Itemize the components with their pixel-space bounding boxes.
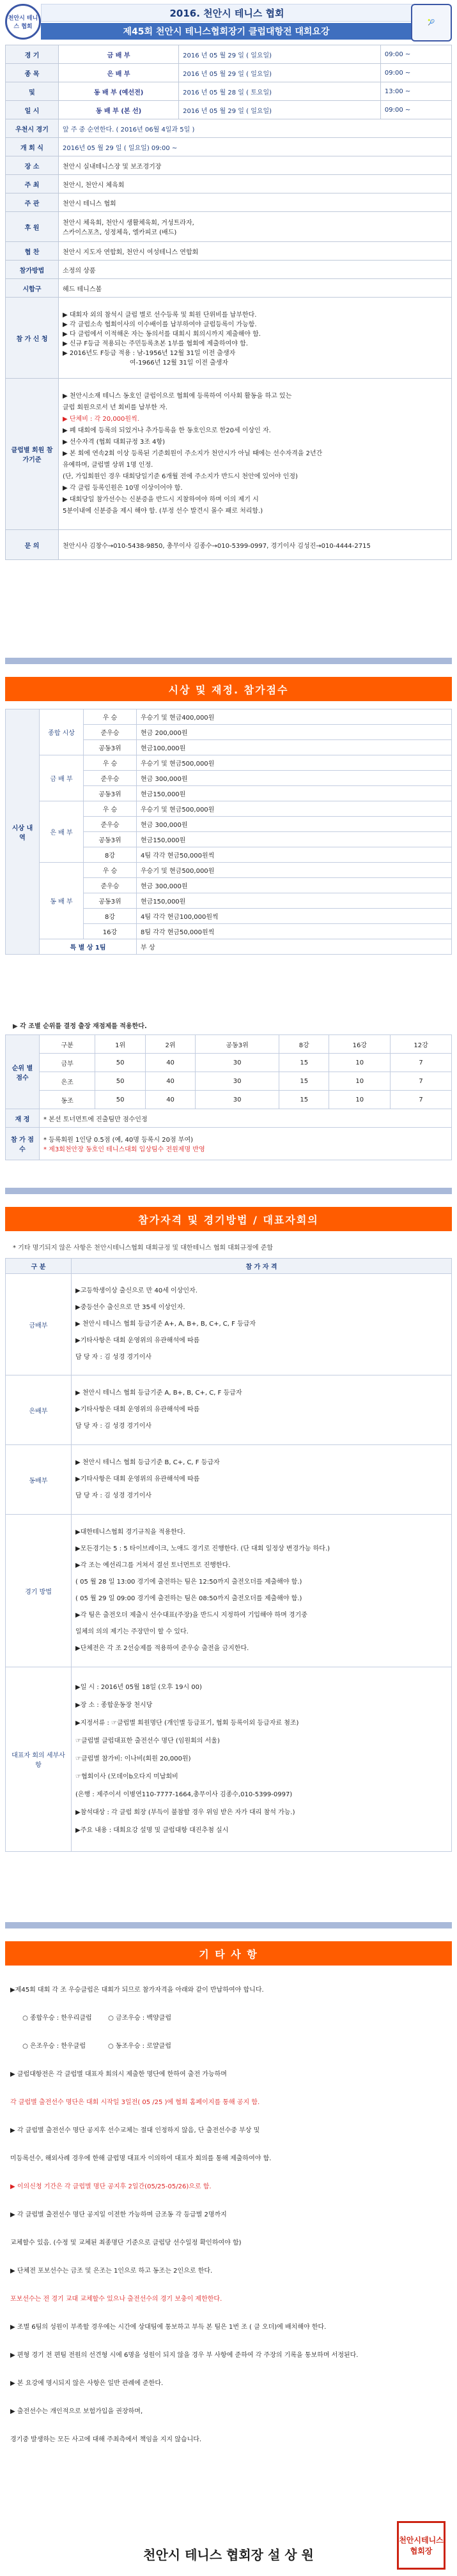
tennis-logo-icon: 🎾: [411, 4, 452, 42]
footer-signer: 천안시 테니스 협회장 설 상 원: [143, 2547, 314, 2563]
divider: [5, 1922, 452, 1928]
info-table: 경 기 금 배 부 2016 년 05 월 29 일 ( 일요일) 09:00 ~ 종 목 은 배 부 2016 년 05 월 29 일 ( 일요일) 09:00 ~ 및 동 배 부 (예선전) 2016 년 05 월 28 일 ( 토요일) 13:00 ~ 일 시 동 배 부 (본 선) 2016 년 05 월 29 일 ( 일요일) 09:00 ~ 우천시 경기 앞 주 중 순연한다. ( 2016년 06월 4일과 5일 ) 개 회 식 2016년 05 월 29 일 ( 일요일) 09:00 ~ 장 소 천안시 실내테니스장 및 보조경기장 주 최 천안시, 천안시 체육회 주 관 천안시 테니스 협회 후 원 천안시 체육회, 천안시 생활체육회, 거성트라자, 스카이스포츠, 성정체육, 엘카피코 (배드) 협 찬 천안시 지도자 연합회, 천안시 여성테니스 연합회 참가방법 소정의 상품 시합구 헤드 테니스볼 참 가 신 청 ▶ 대회자 외의 참석시 클럽 별로 선수등록 및 회원 단위비를 납부한다. ▶ 각 클럽소속 협회이사의 이수배이를 납부하여야 클럽등록이 가능함. ▶ 다 클럽에서 이적해온 자는 동의서를 대회시 회의시까지 제출해야 함. ▶ 신규 F등급 적용되는 주민등록초본 1부를 협회에 제출하여야 함. ▶ 2016년도 F등급 적용 : 남-1956년 12월 31일 이전 출생자 여-1966년 12월 31일 이전 출생자 클럽별 회원 참가기준 ▶ 천안시소재 테니스 동호인 클럽이으로 협회에 등록하여 이사회 활동을 하고 있는 클럽 회원으로서 년 회비를 납부한 자. ▶ 단체비 : 각 20,000원씩. ▶ 폐 대회에 등록의 되었거나 추가등록을 한 동호인으로 한20세 이상인 자. ▶ 선수자격 (협회 대회규정 3조 4항) ▶ 본 회에 연속2회 이상 등록된 기준회원이 주소지가 천안시가 아닐 때에는 선수자격을 2년간 유예하며, 클럽별 상위 1명 인정. (단, 가입회원인 경우 대회당일기준 6개월 전에 주소지가 반드시 천안에 있어야 인정) ▶ 각 클럽 등록인원은 10명 이상이어야 함. ▶ 대회당일 참가선수는 신분증을 반드시 지참하여야 하며 이의 제기 시 5분이내에 신분증을 제시 해야 함. (부정 선수 발견시 몰수 패로 처리함.) 문 의 천안시사 김창수→010-5438-9850, 총무이사 김종수→010-5399-0997, 경기이사 김성진→010-4444-2715: [5, 45, 452, 560]
official-stamp-icon: 천안시테니스협회장: [397, 2521, 445, 2570]
prize-table: 시상 내역 종합 시상 우 승 우승기 및 현금400,000원 준우승 현금 200,000원 공동3위 현금100,000원 금 배 부 우 승 우승기 및 현금500,000원 준우승 현금 300,000원 공동3위 현금150,000원 은 배 부 우 승 우승기 및 현금500,000원 준우승 현금 300,000원 공동3위 현금150,000원 8강 4팀 각각 현금50,000원씩 동 배 부 우 승 우승기 및 현금500,000원 준우승 현금 300,000원 공동3위 현금150,000원 8강 4팀 각각 현금100,000원씩 16강 8팀 각각 현금50,000원씩 특 별 상 1팀 부 상: [5, 709, 452, 955]
qual-table: 구 분 참 가 자 격 금배부 ▶고등학생이상 출신으로 만 40세 이상인자. ▶중등선수 출신으로 만 35세 이상인자. ▶ 천안시 테니스 협회 등급기준 A+, A, B+, B, C+, C, F 등급자 ▶기타사항은 대회 운영위의 유관해석에 따름 담 당 자 : 김 성경 경기이사 은배부 ▶ 천안시 테니스 협회 등급기준 A, B+, B, C+, C, F 등급자 ▶기타사항은 대회 운영위의 유관해석에 따름 담 당 자 : 김 성경 경기이사 동배부 ▶ 천안시 테니스 협회 등급기준 B, C+, C, F 등급자 ▶기타사항은 대회 운영위의 유관해석에 따름 담 당 자 : 김 성경 경기이사 경기 방법 ▶대한테니스협회 경기규칙을 적용한다. ▶모든경기는 5 : 5 타이브레이크, 노애드 경기로 진행한다. (단 대회 일정상 변경가능 하다.) ▶각 조는 예선리그를 거쳐서 결선 토너먼트로 진행한다. ( 05 월 28 일 13:00 경기에 출전하는 팀은 12:50까지 출전오더를 제출해야 함.) ( 05 월 29 일 09:00 경기에 출전하는 팀은 08:50까지 출전오더를 제출해야 함.) ▶각 팀은 출전오더 제출시 선수대표(주장)을 반드시 지정하여 기입해야 하며 경기중 일체의 의의 제기는 주장만이 할 수 있다. ▶단체전은 각 조 2선승제를 적용하여 준우승 출전을 금지한다. 대표자 회의 세부사항 ▶일 시 : 2016년 05월 18일 (오후 19시 00) ▶장 소 : 종합운동장 천시당 ▶지정서류 : ☞클럽별 회원명단 (개인별 등급표기, 협회 등록이외 등급자료 첨조) ☞클럽별 클럽대표한 출전선수 명단 (임원회의 서울) ☞클럽별 참가비: 이나비(회원 20,000원) ☞협회이사 (모데이b오다지 미납회비 (은행 : 제주이서 이병연110-7777-1664,총무이사 김종수,010-5399-0997) ▶참석대상 : 각 클럽 회장 (부득이 불참할 경우 위임 받은 자가 대리 참석 가능.) ▶주요 내용 : 대회요강 설명 및 클럽대항 대진추첨 실시: [5, 1258, 452, 1852]
section-qual-title: 참가자격 및 경기방법 / 대표자회의: [5, 1207, 452, 1231]
score-table: 순위 별 점수 구분 1위 2위 공동3위 8강 16강 12강 금부 50 40 30 15 10 7 은조 50 40 30 15 10 7 동조 50 40 30 15 10 7 재 정 * 본선 토너먼트에 진출팀만 점수인정 참 가 점 수 * 등록회원 1인당 0.5점 (예, 40명 등록시 20점 부여) * 제3회천안장 동호인 테니스대회 입상팀수 전원제명 반영: [5, 1034, 452, 1160]
section-prize-title: 시상 및 재정. 참가점수: [5, 677, 452, 701]
association-seal-icon: 천안시 테니스 협회: [5, 4, 41, 40]
page-title: 제45회 천안시 테니스협회장기 클럽대항전 대회요강: [41, 23, 412, 40]
section-etc-title: 기 타 사 항: [5, 1941, 452, 1966]
divider: [5, 1188, 452, 1194]
divider: [5, 658, 452, 664]
page: 천안시 테니스 협회 2016. 천안시 테니스 협회 제45회 천안시 테니스협회장기 클럽대항전 대회요강 🎾 경 기 금 배 부 2016 년 05 월 29 일 ( 일요일) 09:00 ~ 종 목 은 배 부 2016 년 05 월 29 일 ( 일요일) 09:00 ~ 및 동 배 부 (예선전) 2016 년 05 월 28 일 ( 토요일) 13:00 ~ 일 시 동 배 부 (본 선) 2016 년 05 월 29 일 ( 일요일) 09:00 ~ 우천시 경기 앞 주 중 순연한다. ( 2016년 06월 4일과 5일 ) 개 회 식 2016년 05 월 29 일 ( 일요일) 09:00 ~ 장 소 천안시 실내테니스장 및 보조경기장 주 최 천안시, 천안시 체육회 주 관 천안시 테니스 협회 후 원 천안시 체육회, 천안시 생활체육회, 거성트라자, 스카이스포츠, 성정체육, 엘카피코 (배드) 협 찬 천안시 지도자 연합회, 천안시 여성테니스 연합회 참가방법 소정의 상품 시합구 헤드 테니스볼 참 가 신 청 ▶ 대회자 외의 참석시 클럽 별로 선수등록 및 회원 단위비를 납부한다. ▶ 각 클럽소속 협회이사의 이수배이를 납부하여야 클럽등록이 가능함. ▶ 다 클럽에서 이적해온 자는 동의서를 대회시 회의시까지 제출해야 함. ▶ 신규 F등급 적용되는 주민등록초본 1부를 협회에 제출하여야 함. ▶ 2016년도 F등급 적용 : 남-1956년 12월 31일 이전 출생자 여-1966년 12월 31일 이전 출생자 클럽별 회원 참가기준 ▶ 천안시소재 테니스 동호인 클럽이으로 협회에 등록하여 이사회 활동을 하고 있는 클럽 회원으로서 년 회비를 납부한 자. ▶ 단체비 : 각 20,000원씩. ▶ 폐 대회에 등록의 되었거나 추가등록을 한 동호인으로 한20세 이상인 자. ▶ 선수자격 (협회 대회규정 3조 4항) ▶ 본 회에 연속2회 이상 등록된 기준회원이 주소지가 천안시가 아닐 때에는 선수자격을 2년간 유예하며, 클럽별 상위 1명 인정. (단, 가입회원인 경우 대회당일기준 6개월 전에 주소지가 반드시 천안에 있어야 인정) ▶ 각 클럽 등록인원은 10명 이상이어야 함. ▶ 대회당일 참가선수는 신분증을 반드시 지참하여야 하며 이의 제기 시 5분이내에 신분증을 제시 해야 함. (부정 선수 발견시 몰수 패로 처리함.) 문 의 천안시사 김창수→010-5438-9850, 총무이사 김종수→010-5399-0997, 경기이사 김성진→010-4444-2715 시상 및 재정. 참가점수 시상 내역 종합 시상 우 승 우승기 및 현금400,000원 준우승 현금 200,000원 공동3위 현금100,000원 금 배 부 우 승 우승기 및 현금500,000원 준우승 현금 300,000원 공동3위 현금150,000원 은 배 부 우 승 우승기 및 현금500,000원 준우승 현금 300,000원 공동3위 현금150,000원 8강 4팀 각각 현금50,000원씩 동 배 부 우 승 우승기 및 현금500,000원 준우승 현금 300,000원 공동3위 현금150,000원 8강 4팀 각각 현금100,000원씩 16강 8팀 각각 현금50,000원씩 특 별 상 1팀 부 상 ▶ 각 조별 순위를 결정 출장 재점제를 적용한다. 순위 별 점수 구분 1위 2위 공동3위 8강 16강 12강 금부 50 40 30 15 10 7 은조 50 40 30 15 10 7 동조 50 40 30 15 10 7 재 정 * 본선 토너먼트에 진출팀만 점수인정 참 가 점 수 * 등록회원 1인당 0.5점 (예, 40명 등록시 20점 부여) * 제3회천안장 동호인 테니스대회 입상팀수 전원제명 반영 참가자격 및 경기방법 / 대표자회의 * 기타 명기되지 않은 사항은 천안시테니스협회 대회규정 및 대한테니스 협회 대회규정에 준함 구 분 참 가 자 격 금배부 ▶고등학생이상 출신으로 만 40세 이상인자. ▶중등선수 출신으로 만 35세 이상인자. ▶ 천안시 테니스 협회 등급기준 A+, A, B+, B, C+, C, F 등급자 ▶기타사항은 대회 운영위의 유관해석에 따름 담 당 자 : 김 성경 경기이사 은배부 ▶ 천안시 테니스 협회 등급기준 A, B+, B, C+, C, F 등급자 ▶기타사항은 대회 운영위의 유관해석에 따름 담 당 자 : 김 성경 경기이사 동배부 ▶ 천안시 테니스 협회 등급기준 B, C+, C, F 등급자 ▶기타사항은 대회 운영위의 유관해석에 따름 담 당 자 : 김 성경 경기이사 경기 방법 ▶대한테니스협회 경기규칙을 적용한다. ▶모든경기는 5 : 5 타이브레이크, 노애드 경기로 진행한다. (단 대회 일정상 변경가능 하다.) ▶각 조는 예선리그를 거쳐서 결선 토너먼트로 진행한다. ( 05 월 28 일 13:00 경기에 출전하는 팀은 12:50까지 출전오더를 제출해야 함.) ( 05 월 29 일 09:00 경기에 출전하는 팀은 08:50까지 출전오더를 제출해야 함.) ▶각 팀은 출전오더 제출시 선수대표(주장)을 반드시 지정하여 기입해야 하며 경기중 일체의 의의 제기는 주장만이 할 수 있다. ▶단체전은 각 조 2선승제를 적용하여 준우승 출전을 금지한다. 대표자 회의 세부사항 ▶일 시 : 2016년 05월 18일 (오후 19시 00) ▶장 소 : 종합운동장 천시당 ▶지정서류 : ☞클럽별 회원명단 (개인별 등급표기, 협회 등록이외 등급자료 첨조) ☞클럽별 클럽대표한 출전선수 명단 (임원회의 서울) ☞클럽별 참가비: 이나비(회원 20,000원) ☞협회이사 (모데이b오다지 미납회비 (은행 : 제주이서 이병연110-7777-1664,총무이사 김종수,010-5399-0997) ▶참석대상 : 각 클럽 회장 (부득이 불참할 경우 위임 받은 자가 대리 참석 가능.) ▶주요 내용 : 대회요강 설명 및 클럽대항 대진추첨 실시 기 타 사 항 ▶제45회 대회 각 조 우승클럽은 대회가 되므로 참가자격을 아래와 같이 반납하여야 합니다. ○ 종합우승 : 한우리클럽 ○ 금조우승 : 백양클럽 ○ 은조우승 : 한우클럽 ○ 동조우승 : 로얄클럽 ▶ 클럽대항전은 각 클럽별 대표자 회의시 제출한 명단에 한하여 출전 가능하며 각 클럽별 출전선수 명단은 대회 시작일 3일전( 05 /25 )에 협회 홈페이지를 통해 공지 함. ▶ 각 클럽별 출전선수 명단 공지후 선수교체는 절대 인정하지 않음, 단 출전선수중 부상 및 미등록선수, 해외사례 경우에 한해 클럽명 대표자 이의하여 대표자 회의를 통해 제출하여야 함. ▶ 이의신청 기간은 각 클럽별 명단 공지후 2일간(05/25-05/26)으로 함. ▶ 각 클럽별 출전선수 명단 공지일 이전한 가능하며 금조동 각 등급별 2명까지 교체할수 있음. (수정 및 교체된 최종명단 기준으로 클럽당 선수일정 확인하여야 함) ▶ 단체전 포보선수는 금조 및 은조는 1인으로 하고 동조는 2인으로 한다. 포보선수는 전 경기 교대 교체할수 있으나 출전선수의 경기 보충이 제한한다. ▶ 조별 6팀의 성원이 부족할 경우에는 시간에 상대팀에 통보하고 부득 본 팀은 1번 조 ( 클 오더)에 배치해야 한다. ▶ 편형 경기 전 편팀 전원의 선견형 시에 6명을 성원이 되지 않을 경우 부 사항에 준하여 각 주장의 기록을 통보하며 서정된다. ▶ 본 요강에 명시되지 않은 사항은 일반 관례에 준한다. ▶ 출전선수는 개인적으로 보험가입을 권장하며, 경기중 발생하는 모든 사고에 대해 주최측에서 책임을 지지 않습니다. 천안시 테니스 협회장 설 상 원 천안시테니스협회장: [0, 0, 457, 2576]
etc-list: ▶제45회 대회 각 조 우승클럽은 대회가 되므로 참가자격을 아래와 같이 반납하여야 합니다. ○ 종합우승 : 한우리클럽 ○ 금조우승 : 백양클럽 ○ 은조우승 : 한우클럽 ○ 동조우승 : 로얄클럽 ▶ 클럽대항전은 각 클럽별 대표자 회의시 제출한 명단에 한하여 출전 가능하며 각 클럽별 출전선수 명단은 대회 시작일 3일전( 05 /25 )에 협회 홈페이지를 통해 공지 함. ▶ 각 클럽별 출전선수 명단 공지후 선수교체는 절대 인정하지 않음, 단 출전선수중 부상 및 미등록선수, 해외사례 경우에 한해 클럽명 대표자 이의하여 대표자 회의를 통해 제출하여야 함. ▶ 이의신청 기간은 각 클럽별 명단 공지후 2일간(05/25-05/26)으로 함. ▶ 각 클럽별 출전선수 명단 공지일 이전한 가능하며 금조동 각 등급별 2명까지 교체할수 있음. (수정 및 교체된 최종명단 기준으로 클럽당 선수일정 확인하여야 함) ▶ 단체전 포보선수는 금조 및 은조는 1인으로 하고 동조는 2인으로 한다. 포보선수는 전 경기 교대 교체할수 있으나 출전선수의 경기 보충이 제한한다. ▶ 조별 6팀의 성원이 부족할 경우에는 시간에 상대팀에 통보하고 부득 본 팀은 1번 조 ( 클 오더)에 배치해야 한다. ▶ 편형 경기 전 편팀 전원의 선견형 시에 6명을 성원이 되지 않을 경우 부 사항에 준하여 각 주장의 기록을 통보하며 서정된다. ▶ 본 요강에 명시되지 않은 사항은 일반 관례에 준한다. ▶ 출전선수는 개인적으로 보험가입을 권장하며, 경기중 발생하는 모든 사고에 대해 주최측에서 책임을 지지 않습니다.: [10, 1987, 359, 2443]
header-year: 2016. 천안시 테니스 협회: [41, 4, 413, 22]
